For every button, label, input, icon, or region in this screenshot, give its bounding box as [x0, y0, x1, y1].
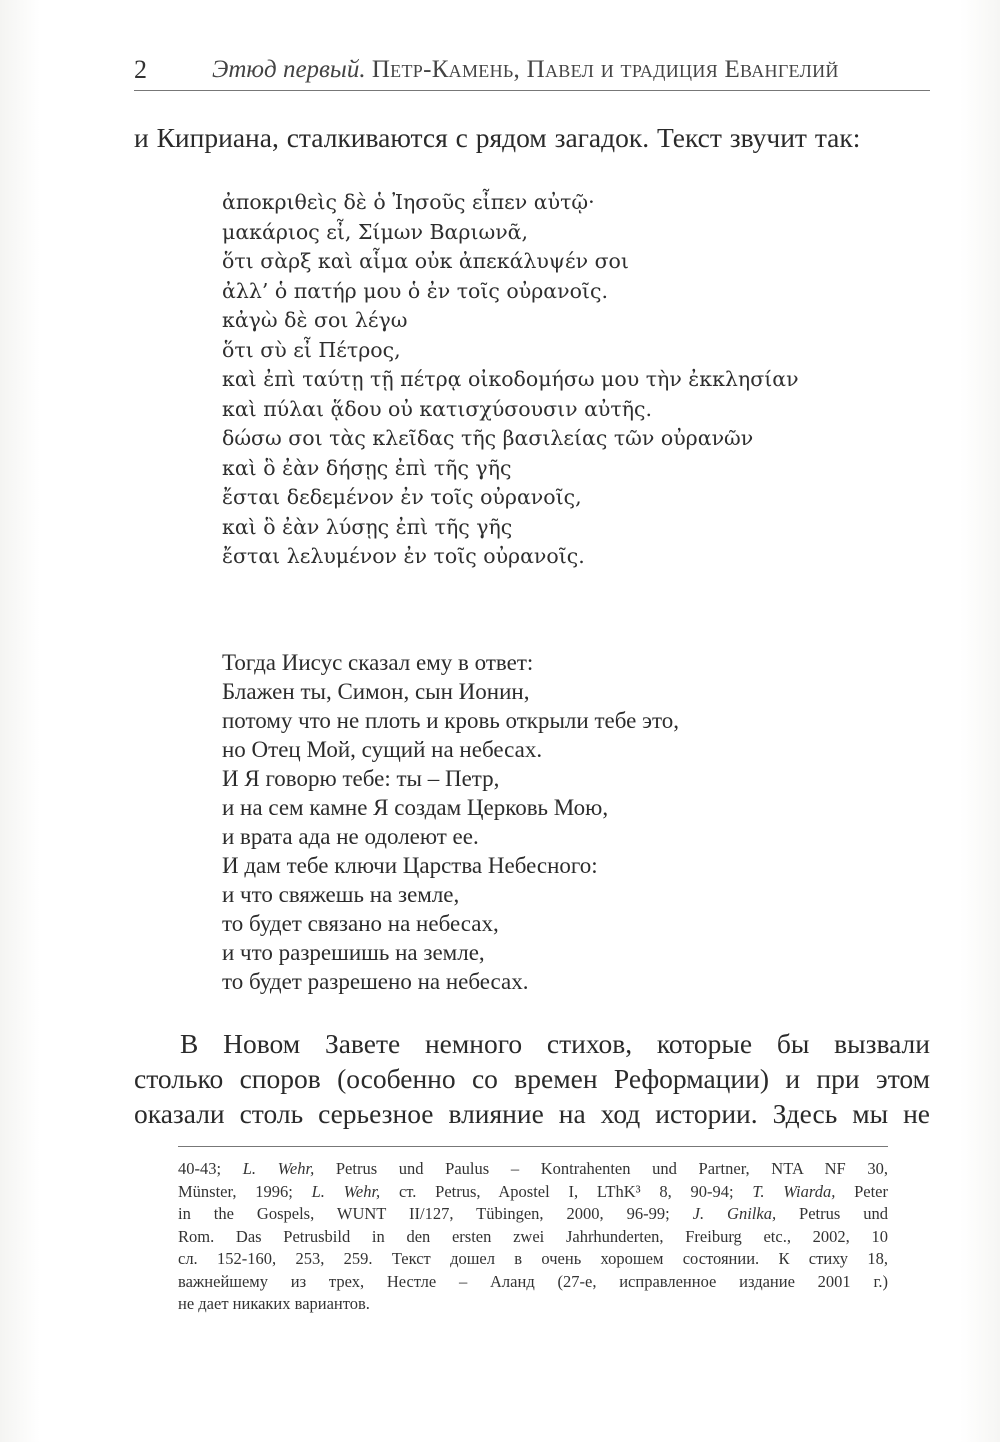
greek-verse-line: ὅτι σὺ εἶ Πέτρος, — [222, 337, 401, 362]
greek-verse-line: καὶ πύλαι ᾅδου οὐ κατισχύσουσιν αὐτῆς. — [222, 396, 653, 421]
footnote-line: Rom. Das Petrusbild in den ersten zwei Jahrhunderten, Freiburg etc., 2002, 10 — [178, 1226, 888, 1246]
russian-verse-line: то будет разрешено на небесах. — [222, 969, 529, 994]
russian-verse-line: и врата ада не одолеют ее. — [222, 824, 479, 849]
paragraph-line: оказали столь серьезное влияние на ход истории. Здесь мы не — [134, 1098, 930, 1129]
intro-line: и Киприана, сталкиваются с рядом загадок. Текст звучит так: — [134, 122, 861, 153]
russian-verse-block — [222, 648, 902, 996]
russian-verse-line: Тогда Иисус сказал ему в ответ: — [222, 650, 534, 675]
greek-verse-line: ὅτι σὰρξ καὶ αἷμα οὐκ ἀπεκάλυψέν σοι — [222, 249, 629, 273]
russian-verse-line: и что разрешишь на земле, — [222, 940, 485, 965]
body-paragraph — [134, 1026, 930, 1131]
footnote-text: Petrus und Paulus – Kontrahenten und Partner, NTA NF 30, — [314, 1159, 889, 1178]
russian-verse-line: и на сем камне Я создам Церковь Мою, — [222, 795, 609, 820]
footnote-line: важнейшему из трех, Нестле – Аланд (27-е, исправленное издание 2001 г.) — [178, 1271, 888, 1291]
footnote-line: не дает никаких вариантов. — [178, 1294, 370, 1313]
footnote-text: ст. Petrus, Apostel I, LThK³ 8, 90-94; — [380, 1181, 753, 1201]
greek-verse-line: καὶ ὃ ἐὰν λύσῃς ἐπὶ τῆς γῆς — [222, 514, 513, 539]
russian-verse-line: и что свяжешь на земле, — [222, 882, 460, 907]
greek-verse-line: ἀλλ’ ὁ πατήρ μου ὁ ἐν τοῖς οὐρανοῖς. — [222, 278, 608, 303]
footnote-line — [178, 1158, 888, 1181]
russian-verse-line: то будет связано на небесах, — [222, 911, 499, 936]
greek-verse-line: μακάριος εἶ, Σίμων Βαριωνᾶ, — [222, 219, 529, 244]
footnote-text: Münster, 1996; — [178, 1181, 312, 1201]
footnote-author: L. Wehr, — [311, 1181, 381, 1201]
paragraph-line: столько споров (особенно со времен Реформации) и при этом — [134, 1063, 930, 1094]
footnote-line — [178, 1203, 888, 1226]
page-number: 2 — [134, 55, 147, 84]
footnote-author: L. Wehr, — [242, 1159, 315, 1178]
footnote-rule — [178, 1146, 888, 1147]
footnote-text: in the Gospels, WUNT II/127, Tübingen, 2000, 96-99; — [178, 1204, 693, 1223]
footnote-text: Peter — [835, 1181, 888, 1201]
chapter-title-italic: Этюд первый. — [212, 56, 366, 83]
greek-verse-line: καὶ ὃ ἐὰν δήσῃς ἐπὶ τῆς γῆς — [222, 455, 512, 480]
greek-verse-line: δώσω σοι τὰς κλεῖδας τῆς βασιλείας τῶν οὐρανῶν — [222, 426, 754, 450]
footnote-author: T. Wiarda, — [752, 1181, 836, 1201]
footnote-text: 40-43; — [178, 1159, 243, 1178]
footnote-line — [178, 1181, 888, 1204]
running-head — [134, 50, 930, 90]
footnote-author: J. Gnilka, — [692, 1204, 777, 1223]
greek-verse-line: ἔσται λελυμένον ἐν τοῖς οὐρανοῖς. — [222, 544, 585, 568]
greek-verse-line: ἀποκριθεὶς δὲ ὁ Ἰησοῦς εἶπεν αὐτῷ· — [222, 190, 595, 214]
russian-verse-line: Блажен ты, Симон, сын Ионин, — [222, 679, 530, 704]
footnote — [178, 1158, 888, 1316]
russian-verse-line: И Я говорю тебе: ты – Петр, — [222, 766, 500, 791]
russian-verse-line: но Отец Мой, сущий на небесах. — [222, 737, 543, 762]
russian-verse-line: И дам тебе ключи Царства Небесного: — [222, 853, 598, 878]
russian-verse-line: потому что не плоть и кровь открыли тебе это, — [222, 708, 679, 733]
footnote-text: Petrus und — [776, 1204, 889, 1223]
paragraph-line: В Новом Завете немного стихов, которые бы вызвали — [180, 1028, 930, 1059]
footnote-line: сл. 152-160, 253, 259. Текст дошел в очень хорошем состоянии. К стиху 18, — [178, 1249, 888, 1268]
greek-verse-line: καὶ ἐπὶ ταύτῃ τῇ πέτρᾳ οἰκοδομήσω μου τὴν ἐκκλησίαν — [222, 367, 799, 391]
greek-verse-line: ἔσται δεδεμένον ἐν τοῖς οὐρανοῖς, — [222, 485, 582, 509]
greek-verse-line: κἀγὼ δὲ σοι λέγω — [222, 308, 408, 332]
chapter-title — [212, 50, 839, 90]
header-rule — [134, 90, 930, 91]
chapter-title-caps: Петр-Камень, Павел и традиция Евангелий — [371, 56, 839, 83]
greek-verse-block — [222, 188, 902, 572]
